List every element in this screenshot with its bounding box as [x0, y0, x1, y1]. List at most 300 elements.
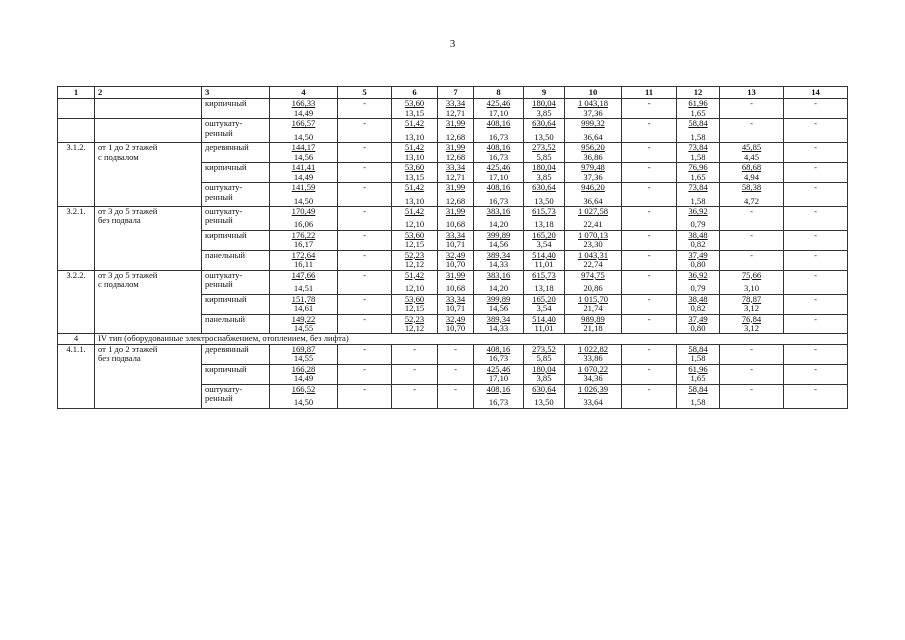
value-cell	[524, 270, 565, 294]
cell-text: 408,16	[486, 384, 511, 394]
cell-text: 33,64	[583, 397, 603, 408]
value-cell	[338, 250, 392, 270]
cell-text: 13,50	[534, 131, 554, 142]
cell-text: 23,30	[583, 239, 603, 250]
value-cell	[720, 183, 784, 207]
value-cell	[338, 206, 392, 230]
cell-text: 10,70	[445, 322, 466, 333]
cell-text: 36,64	[583, 195, 603, 206]
value-cell	[784, 183, 848, 207]
cell-text: -	[814, 142, 817, 153]
cell-text: 37,49	[688, 314, 708, 324]
cell-text: 37,49	[688, 250, 708, 260]
value-cell	[784, 364, 848, 384]
cell-text: 16,73	[488, 353, 509, 364]
value-cell	[784, 206, 848, 230]
cell-text: 33,34	[445, 162, 466, 173]
value-cell	[622, 384, 677, 408]
value-cell	[565, 163, 622, 183]
cell-text: -	[647, 250, 651, 260]
cell-text: 36,92	[688, 206, 708, 216]
value-cell	[392, 364, 438, 384]
table-row	[58, 143, 848, 163]
cell-text: 1 070,13	[577, 230, 609, 240]
cell-text: 3,85	[536, 107, 552, 118]
value-cell	[474, 250, 524, 270]
section-code: 4	[58, 334, 95, 344]
header-cell: 3	[202, 87, 270, 99]
cell-text: -	[363, 182, 366, 193]
cell-text: -	[413, 384, 416, 394]
value-cell	[524, 230, 565, 250]
header-cell: 2	[95, 87, 202, 99]
value-cell	[622, 119, 677, 143]
value-cell	[392, 119, 438, 143]
value-cell	[565, 119, 622, 143]
cell-text: 630,64	[532, 384, 556, 394]
cell-text: 14,50	[293, 397, 314, 408]
cell-text: -	[363, 206, 366, 216]
cell-text: 1 015,70	[577, 294, 609, 304]
cell-text: 76,84	[741, 314, 762, 324]
row-category	[95, 99, 202, 119]
cell-text: от 1 до 2 этажей	[98, 142, 158, 153]
cell-text: 14,56	[488, 303, 509, 314]
row-code	[58, 270, 95, 334]
row-category	[95, 206, 202, 270]
cell-text: 51,42	[404, 270, 425, 280]
value-cell	[720, 364, 784, 384]
cell-text: 425,46	[486, 364, 511, 374]
row-code	[58, 344, 95, 408]
value-cell	[677, 230, 720, 250]
value-cell	[438, 294, 474, 314]
value-cell	[524, 250, 565, 270]
cell-text: 32,49	[445, 314, 466, 324]
cell-text: 425,46	[486, 98, 511, 109]
cell-text: -	[750, 344, 753, 354]
cell-text: 78,87	[741, 294, 762, 304]
cell-text: -	[647, 230, 651, 240]
header-cell: 4	[270, 87, 338, 99]
cell-text: -	[363, 162, 366, 173]
table-row	[58, 119, 848, 143]
cell-text: 53,60	[404, 162, 425, 173]
cell-text: 76,96	[688, 162, 708, 173]
value-cell	[720, 206, 784, 230]
cell-text: без подвала	[98, 353, 141, 364]
cell-text: 14,56	[488, 239, 509, 250]
cell-text: 408,16	[486, 344, 511, 354]
value-cell	[474, 230, 524, 250]
value-cell	[438, 119, 474, 143]
cell-text: -	[814, 118, 817, 129]
cell-text: -	[363, 230, 366, 240]
header-cell: 6	[392, 87, 438, 99]
cell-text: 615,73	[532, 206, 556, 216]
cell-text: -	[814, 250, 817, 260]
value-cell	[565, 250, 622, 270]
value-cell	[474, 143, 524, 163]
cell-text: 13,10	[404, 151, 425, 162]
row-category	[95, 143, 202, 207]
cell-text: 13,15	[404, 171, 425, 182]
value-cell	[474, 163, 524, 183]
cell-text: 0,79	[690, 283, 706, 294]
cell-text: -	[647, 344, 651, 354]
cell-text: 10,68	[445, 283, 466, 294]
material-cell	[202, 143, 270, 163]
cell-text: -	[647, 162, 651, 173]
value-cell	[677, 250, 720, 270]
value-cell	[524, 314, 565, 334]
row-code	[58, 99, 95, 119]
cell-text: -	[814, 162, 817, 173]
cell-text: 1 043,18	[577, 98, 609, 109]
cell-text: 151,78	[291, 294, 316, 304]
table-row	[58, 344, 848, 364]
value-cell	[474, 206, 524, 230]
cell-text: 12,10	[404, 283, 425, 294]
value-cell	[677, 270, 720, 294]
cell-text: -	[814, 384, 817, 394]
cell-text: -	[647, 294, 651, 304]
cell-text: 14,50	[293, 131, 314, 142]
cell-text: 147,66	[291, 270, 316, 280]
cell-text: 0,80	[690, 322, 706, 333]
cell-text: 38,48	[688, 294, 708, 304]
value-cell	[392, 163, 438, 183]
cell-text: 5,85	[536, 151, 552, 162]
cell-text: кирпичный	[205, 162, 247, 173]
cell-text: 36,64	[583, 131, 603, 142]
value-cell	[524, 183, 565, 207]
cell-text: 399,89	[486, 294, 511, 304]
cell-text: 14,49	[293, 171, 314, 182]
cell-text: 4,45	[743, 151, 760, 162]
row-category	[95, 344, 202, 408]
header-cell: 11	[622, 87, 677, 99]
cell-text: 979,48	[581, 162, 605, 173]
value-cell	[677, 384, 720, 408]
value-cell	[677, 206, 720, 230]
cell-text: 53,60	[404, 294, 425, 304]
cell-text: ренный	[205, 279, 233, 290]
cell-text: кирпичный	[205, 98, 247, 109]
value-cell	[338, 364, 392, 384]
cell-text: -	[647, 118, 651, 129]
cell-text: 1,65	[690, 107, 706, 118]
cell-text: деревянный	[205, 142, 249, 153]
cell-text: 180,04	[532, 98, 556, 109]
cell-text: 1 022,82	[577, 344, 609, 354]
cell-text: 22,41	[583, 219, 603, 230]
cell-text: 51,42	[404, 206, 425, 216]
cell-text: 14,55	[293, 353, 314, 364]
cell-text: кирпичный	[205, 230, 247, 240]
value-cell	[784, 294, 848, 314]
cell-text: кирпичный	[205, 294, 247, 304]
cell-text: 16,11	[293, 259, 314, 270]
cell-text: 3,12	[743, 303, 760, 314]
cell-text: 14,20	[488, 283, 509, 294]
cell-text: оштукату-	[205, 206, 243, 216]
cell-text: -	[750, 250, 753, 260]
cell-text: 16,17	[293, 239, 314, 250]
cell-text: ренный	[205, 215, 233, 226]
cell-text: 1,58	[690, 353, 706, 364]
cell-text: 1 026,39	[577, 384, 609, 394]
cell-text: 73,84	[688, 142, 708, 153]
value-cell	[720, 143, 784, 163]
value-cell	[524, 99, 565, 119]
cell-text: 37,36	[583, 171, 603, 182]
header-cell: 12	[677, 87, 720, 99]
material-cell	[202, 119, 270, 143]
value-cell	[338, 270, 392, 294]
cell-text: -	[647, 384, 651, 394]
cell-text: 53,60	[404, 230, 425, 240]
cell-text: 408,16	[486, 118, 511, 129]
cell-text: 17,10	[488, 373, 509, 384]
cell-text: 0,82	[690, 303, 706, 314]
cell-text: -	[454, 364, 457, 374]
value-cell	[565, 314, 622, 334]
cell-text: 16,73	[488, 131, 509, 142]
value-cell	[338, 294, 392, 314]
value-cell	[565, 270, 622, 294]
cell-text: 180,04	[532, 162, 556, 173]
value-cell	[622, 206, 677, 230]
value-cell	[524, 384, 565, 408]
value-cell	[438, 364, 474, 384]
cell-text: -	[647, 314, 651, 324]
cell-text: без подвала	[98, 215, 141, 226]
cell-text: -	[814, 364, 817, 374]
cell-text: 999,32	[581, 118, 605, 129]
value-cell	[784, 384, 848, 408]
value-cell	[565, 384, 622, 408]
value-cell	[270, 163, 338, 183]
cell-text: 1 043,31	[577, 250, 609, 260]
cell-text: 141,41	[291, 162, 316, 173]
header-row	[58, 87, 848, 99]
cell-text: 180,04	[532, 364, 556, 374]
cell-text: 408,16	[486, 182, 511, 193]
cell-text: -	[647, 98, 651, 109]
value-cell	[270, 344, 338, 364]
cell-text: 13,18	[534, 219, 554, 230]
cell-text: 36,86	[583, 151, 603, 162]
cell-text: 31,99	[445, 118, 466, 129]
cell-text: 14,56	[293, 151, 314, 162]
cell-text: 31,99	[445, 206, 466, 216]
cell-text: 149,22	[291, 314, 316, 324]
cell-text: 0,82	[690, 239, 706, 250]
cell-text: 16,06	[293, 219, 314, 230]
cell-text: 630,64	[532, 118, 556, 129]
cell-text: панельный	[205, 314, 246, 324]
cell-text: 51,42	[404, 142, 425, 153]
row-code	[58, 143, 95, 207]
row-code	[58, 119, 95, 143]
header-cell: 7	[438, 87, 474, 99]
cell-text: 273,52	[532, 142, 556, 153]
value-cell	[784, 230, 848, 250]
value-cell	[438, 206, 474, 230]
value-cell	[565, 99, 622, 119]
cell-text: 12,71	[445, 171, 466, 182]
material-cell	[202, 344, 270, 364]
material-cell	[202, 183, 270, 207]
value-cell	[392, 344, 438, 364]
table-body	[58, 99, 848, 408]
value-cell	[270, 206, 338, 230]
value-cell	[784, 250, 848, 270]
value-cell	[438, 270, 474, 294]
cell-text: 14,33	[488, 259, 509, 270]
value-cell	[524, 163, 565, 183]
cell-text: 3,85	[536, 373, 552, 384]
cell-text: -	[363, 98, 366, 109]
value-cell	[392, 270, 438, 294]
cell-text: 51,42	[404, 182, 425, 193]
value-cell	[392, 183, 438, 207]
cell-text: 12,68	[445, 195, 466, 206]
cell-text: 13,10	[404, 131, 425, 142]
header-cell: 1	[58, 87, 95, 99]
cell-text: -	[814, 270, 817, 280]
value-cell	[622, 294, 677, 314]
value-cell	[677, 294, 720, 314]
section-row	[58, 334, 848, 344]
value-cell	[622, 344, 677, 364]
cell-text: -	[363, 250, 366, 260]
cell-text: 12,15	[404, 303, 425, 314]
value-cell	[565, 206, 622, 230]
cell-text: 61,96	[688, 98, 708, 109]
cell-text: 3,54	[536, 239, 552, 250]
cell-text: 14,55	[293, 322, 314, 333]
value-cell	[622, 314, 677, 334]
value-cell	[622, 250, 677, 270]
value-cell	[474, 314, 524, 334]
value-cell	[438, 143, 474, 163]
cell-text: 17,10	[488, 171, 509, 182]
cell-text: 31,99	[445, 270, 466, 280]
cell-text: 408,16	[486, 142, 511, 153]
value-cell	[677, 183, 720, 207]
value-cell	[720, 384, 784, 408]
value-cell	[270, 384, 338, 408]
cell-text: 58,38	[741, 182, 762, 193]
cell-text: 389,34	[486, 314, 511, 324]
value-cell	[438, 384, 474, 408]
cell-text: 1,58	[690, 195, 706, 206]
cell-text: 52,23	[404, 314, 425, 324]
cell-text: 989,89	[581, 314, 605, 324]
value-cell	[270, 294, 338, 314]
value-cell	[474, 364, 524, 384]
value-cell	[392, 250, 438, 270]
value-cell	[622, 143, 677, 163]
cell-text: 14,61	[293, 303, 314, 314]
cell-text: -	[647, 206, 651, 216]
value-cell	[524, 344, 565, 364]
cell-text: 12,12	[404, 259, 425, 270]
cell-text: -	[363, 364, 366, 374]
cell-text: 1,58	[690, 151, 706, 162]
header-cell: 9	[524, 87, 565, 99]
value-cell	[524, 206, 565, 230]
header-cell: 13	[720, 87, 784, 99]
cell-text: -	[647, 182, 651, 193]
cell-text: -	[647, 142, 651, 153]
value-cell	[392, 143, 438, 163]
cell-text: -	[814, 344, 817, 354]
section-title: IV тип (оборудованные электроснабжением, отоплением, без лифта)	[95, 334, 848, 344]
cell-text: 166,33	[291, 98, 316, 109]
value-cell	[270, 230, 338, 250]
cell-text: 425,46	[486, 162, 511, 173]
cell-text: с подвалом	[98, 151, 139, 162]
cell-text: 974,75	[581, 270, 605, 280]
cell-text: 32,49	[445, 250, 466, 260]
value-cell	[622, 183, 677, 207]
cell-text: 14,33	[488, 322, 509, 333]
material-cell	[202, 384, 270, 408]
cell-text: 13,15	[404, 107, 425, 118]
cell-text: 21,74	[583, 303, 603, 314]
value-cell	[270, 364, 338, 384]
value-cell	[438, 344, 474, 364]
cell-text: оштукату-	[205, 270, 243, 280]
material-cell	[202, 364, 270, 384]
cell-text: 169,87	[291, 344, 316, 354]
cell-text: -	[454, 344, 457, 354]
value-cell	[524, 294, 565, 314]
value-cell	[270, 270, 338, 294]
cell-text: 399,89	[486, 230, 511, 240]
cell-text: 514,40	[532, 314, 556, 324]
cell-text: 383,16	[486, 270, 511, 280]
cell-text: от 1 до 2 этажей	[98, 344, 158, 354]
header-cell: 14	[784, 87, 848, 99]
value-cell	[677, 364, 720, 384]
cell-text: -	[413, 344, 416, 354]
cell-text: 14,49	[293, 107, 314, 118]
cell-text: 10,70	[445, 259, 466, 270]
cell-text: 0,80	[690, 259, 706, 270]
cell-text: -	[647, 270, 651, 280]
table-row	[58, 270, 848, 294]
value-cell	[524, 364, 565, 384]
cell-text: -	[750, 206, 753, 216]
cell-text: 144,17	[291, 142, 316, 153]
cell-text: 389,34	[486, 250, 511, 260]
cell-text: -	[814, 314, 817, 324]
cell-text: 630,64	[532, 182, 556, 193]
value-cell	[720, 163, 784, 183]
value-cell	[270, 183, 338, 207]
value-cell	[622, 163, 677, 183]
cell-text: 10,71	[445, 303, 466, 314]
value-cell	[784, 163, 848, 183]
value-cell	[524, 119, 565, 143]
cell-text: 13,10	[404, 195, 425, 206]
cell-text: 3,54	[536, 303, 552, 314]
cell-text: от 3 до 5 этажей	[98, 270, 158, 280]
